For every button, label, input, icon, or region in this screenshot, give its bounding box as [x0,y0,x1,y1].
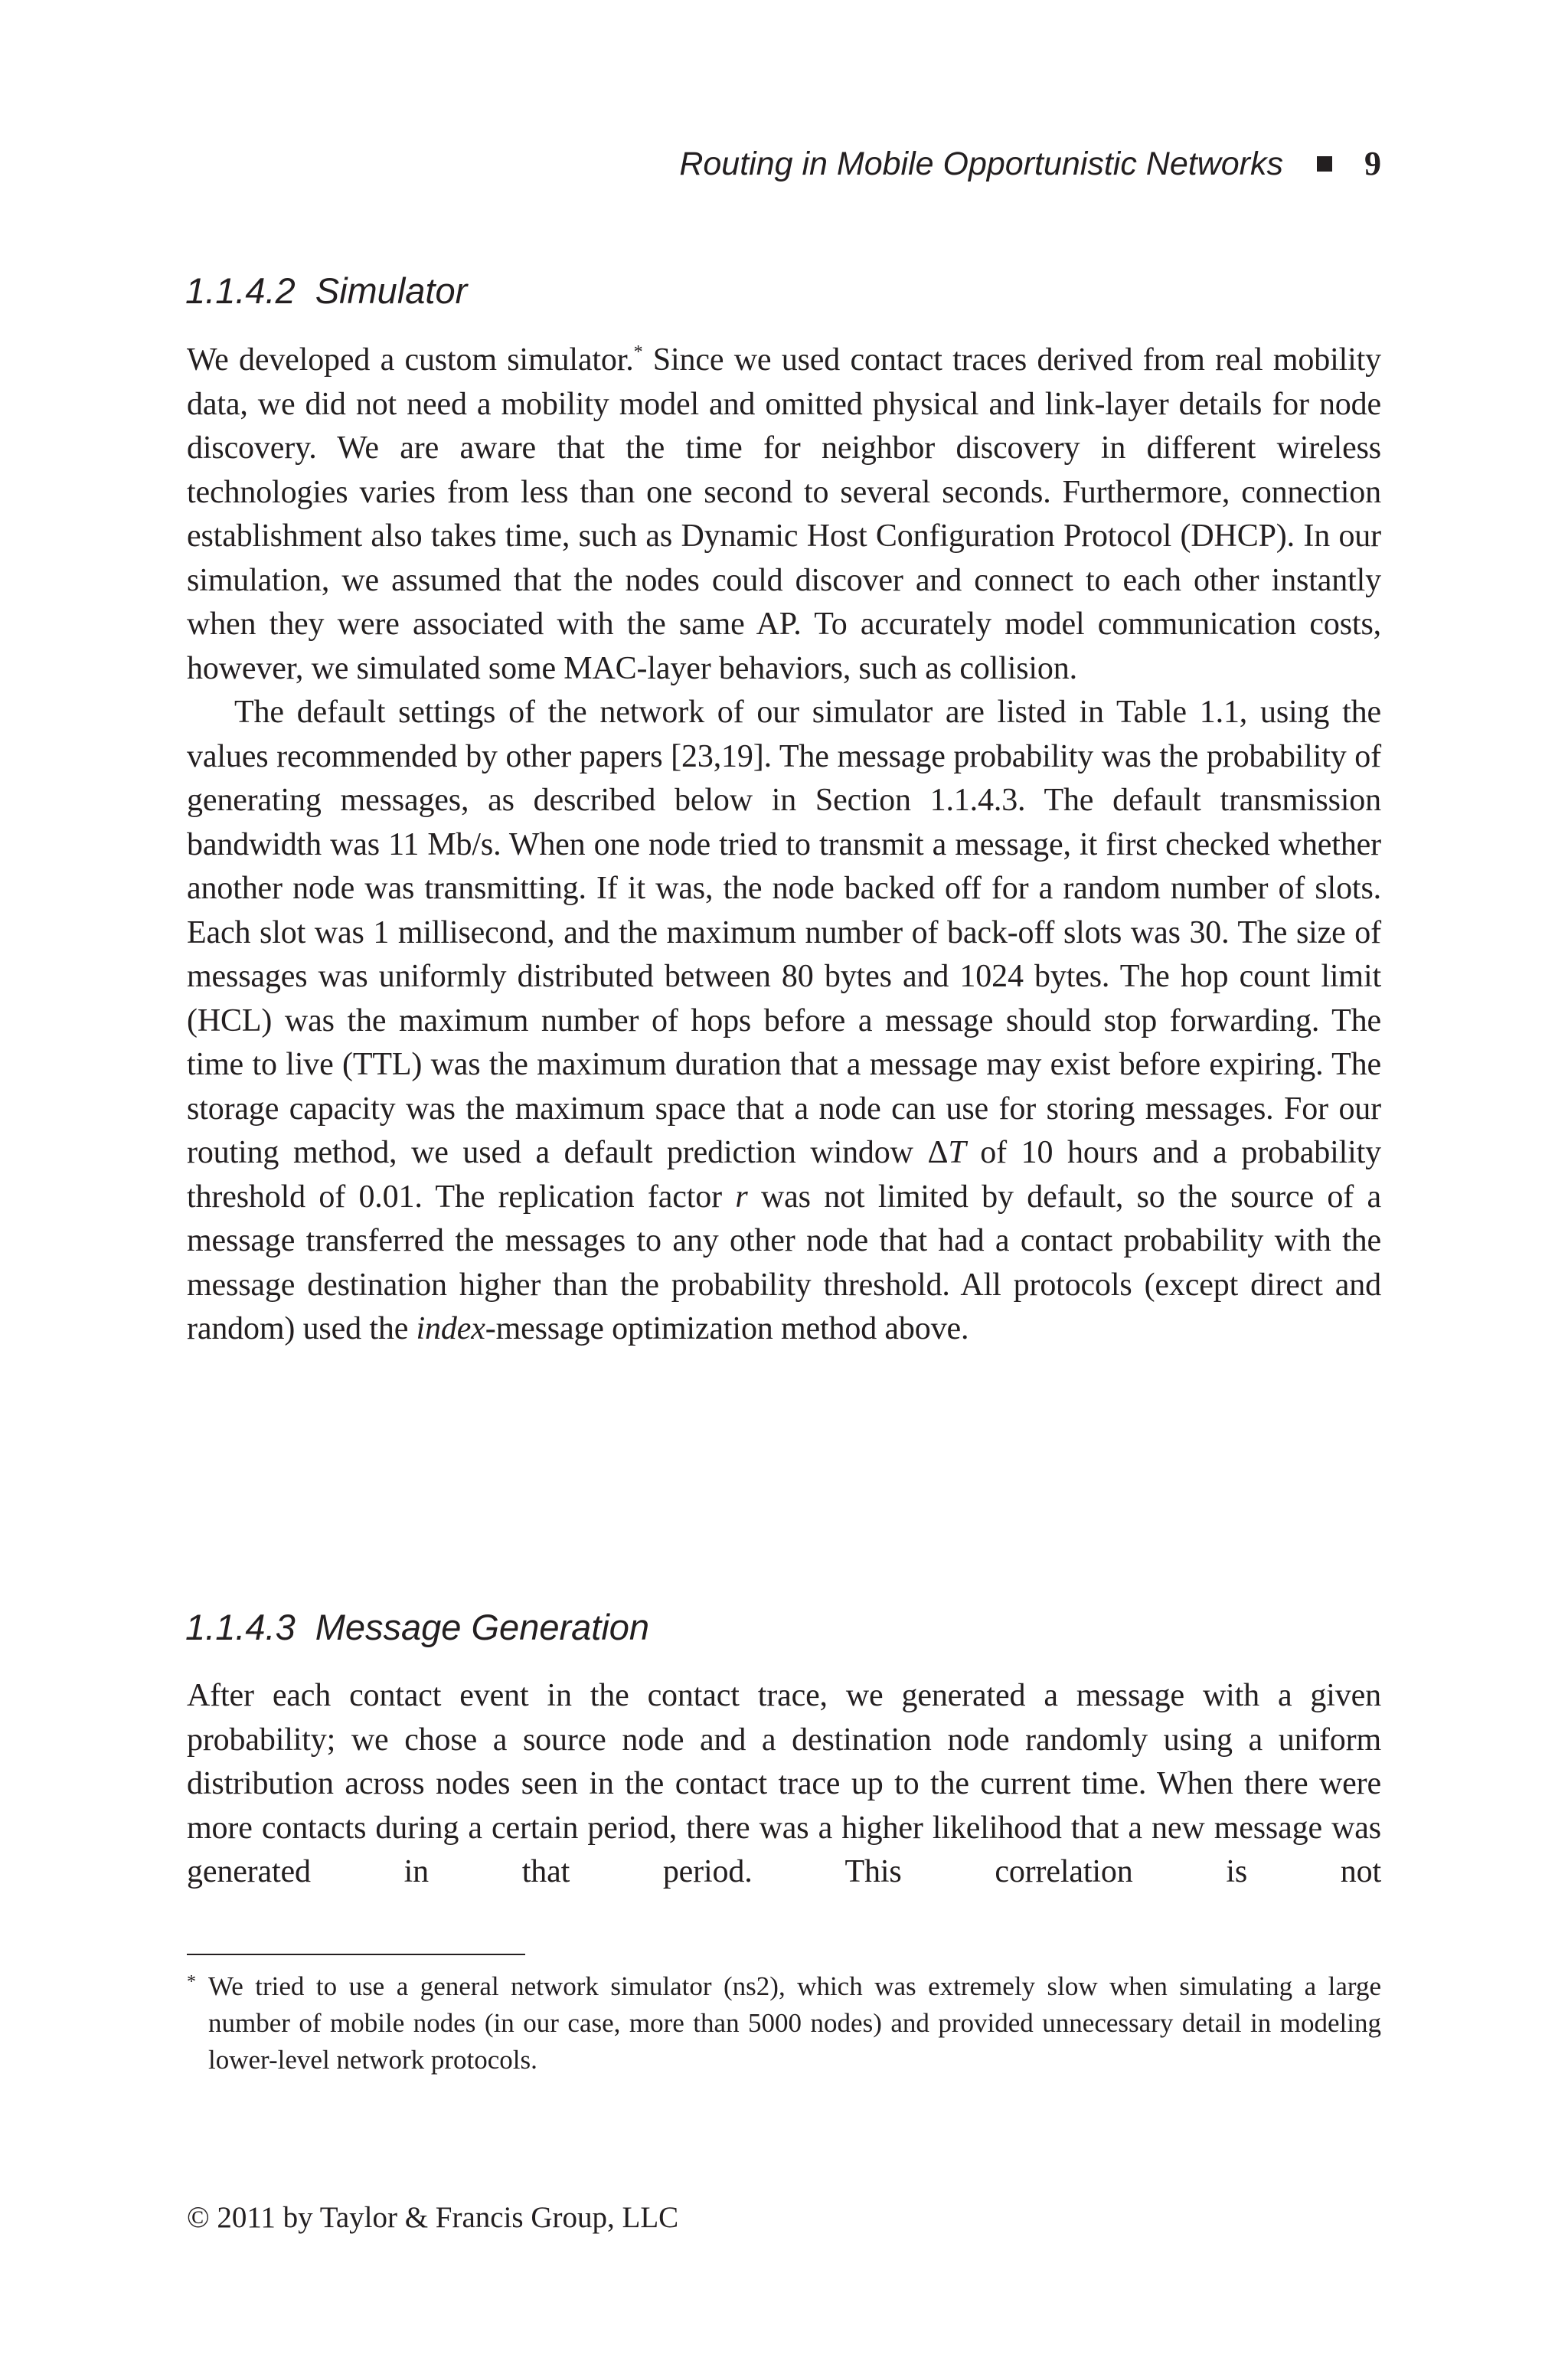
paragraph-text: of 10 hours and a probability threshold of 0.01. The replication factor [187,1135,1381,1215]
section-title: Simulator [315,270,468,311]
delta-symbol: Δ [927,1135,949,1170]
math-variable-r: r [735,1179,748,1215]
running-head [679,142,1381,185]
paragraph-text: -message optimization method above. [485,1311,969,1346]
paragraph: After each contact event in the contact trace, we generated a message with a given probability; we chose a source node and a destination node randomly using a uniform distribution across nodes seen in the contact trace up to the current time. When there were more contacts during a certain period, there was a higher likelihood that a new message was generated in that period. This correlation is not [187,1678,1381,1889]
paragraph-text: We developed a custom simulator. [187,342,634,378]
page-number: 9 [1364,145,1381,182]
section-heading-message-generation [185,1604,649,1650]
message-generation-body [187,1674,1381,1895]
footnote-text: We tried to use a general network simulator (ns2), which was extremely slow when simulating a large number of mobile nodes (in our case, more than 5000 nodes) and provided unnecessary detail in modeling lower-level network protocols. [208,1971,1381,2075]
footnote-marker: * [187,1972,196,1992]
footnote-rule [187,1954,525,1955]
footnote-marker: * [633,342,643,362]
section-number: 1.1.4.2 [185,270,296,311]
copyright-notice: © 2011 by Taylor & Francis Group, LLC [187,2201,679,2234]
paragraph-text: The default settings of the network of our simulator are listed in Table 1.1, using the values recommended by other papers [23,19]. The message probability was the probability of generating messages, as described below in Section 1.1.4.3. The default transmission bandwidth was 11 Mb/s. When one node tried to transmit a message, it first checked whether another node was transmitting. If it was, the node backed off for a random number of slots. Each slot was 1 millisecond, and the maximum number of back-off slots was 30. The size of messages was uniformly distributed between 80 bytes and 1024 bytes. The hop count limit (HCL) was the maximum number of hops before a message should stop forwarding. The time to live (TTL) was the maximum duration that a message may exist before expiring. The storage capacity was the maximum space that a node can use for storing messages. For our routing method, we used a default prediction window [187,695,1381,1170]
simulator-body [187,339,1381,1352]
math-variable-T: T [948,1135,966,1170]
paragraph-text: was not limited by default, so the source of a message transferred the messages to any other node that had a contact probability with the message destination higher than the probability threshold. All protocols (except direct and random) used the [187,1179,1381,1346]
paragraph-text: Since we used contact traces derived from real mobility data, we did not need a mobility model and omitted physical and link-layer details for node discovery. We are aware that the time for neighbor discovery in different wireless technologies varies from less than one second to several seconds. Furthermore, connection establishment also takes time, such as Dynamic Host Configuration Protocol (DHCP). In our simulation, we assumed that the nodes could discover and connect to each other instantly when they were associated with the same AP. To accurately model communication costs, however, we simulated some MAC-layer behaviors, such as collision. [187,342,1381,686]
section-number: 1.1.4.3 [185,1607,296,1647]
paragraph [187,691,1381,1352]
footnote [187,1968,1381,2079]
running-head-title: Routing in Mobile Opportunistic Networks [679,146,1283,182]
running-head-square-icon [1317,156,1332,172]
section-title: Message Generation [315,1607,650,1647]
emphasis-index: index [416,1311,485,1346]
paragraph [187,339,1381,691]
section-heading-simulator [185,268,467,314]
